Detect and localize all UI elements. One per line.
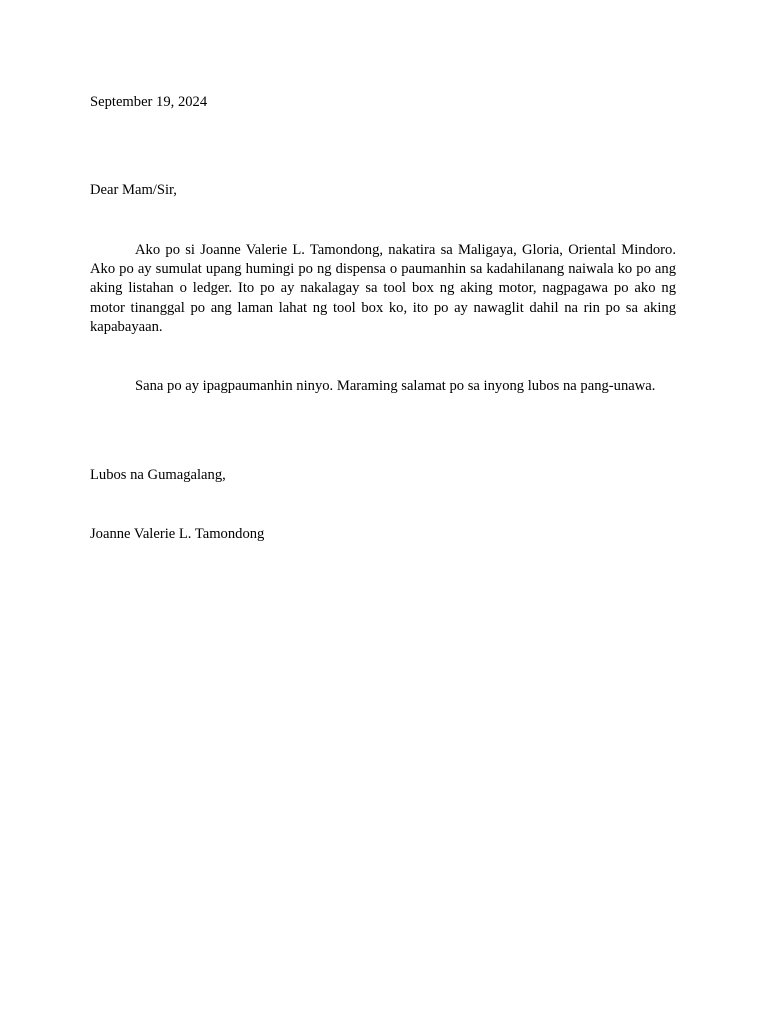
letter-signature-name: Joanne Valerie L. Tamondong bbox=[90, 526, 265, 542]
letter-body-paragraph: Ako po si Joanne Valerie L. Tamondong, nakatira sa Maligaya, Gloria, Oriental Mindoro. Ako po ay sumulat upang humingi po ng dispensa o paumanhin sa kadahilanang naiwala ko po ang aking listahan o ledger. Ito po ay nakalagay sa tool box ng aking motor, nagpagawa po ako ng motor tinanggal po ang laman lahat ng tool box ko, ito po ay nawaglit dahil na rin po sa aking kapabayaan. bbox=[90, 242, 676, 335]
letter-date: September 19, 2024 bbox=[90, 94, 208, 110]
letter-body-paragraph: Sana po ay ipagpaumanhin ninyo. Maraming salamat po sa inyong lubos na pang-unawa. bbox=[135, 378, 656, 394]
letter-closing: Lubos na Gumagalang, bbox=[90, 467, 226, 483]
letter-salutation: Dear Mam/Sir, bbox=[90, 182, 177, 198]
